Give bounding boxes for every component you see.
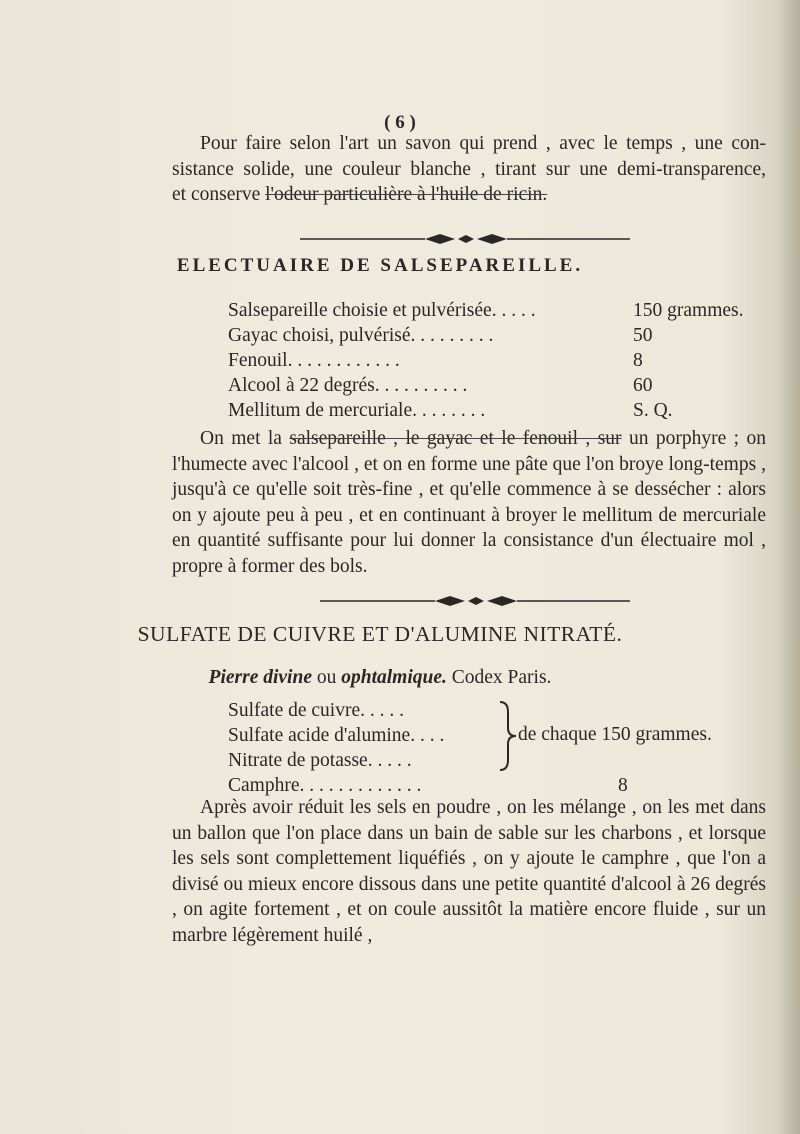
leader-dots: . . . .: [496, 300, 536, 321]
leader-dots: . . . . . . . .: [415, 325, 494, 346]
sulfate-method-paragraph: Après avoir réduit les sels en poudre , on les mélange , on les met dans un ballon que l'on place dans un bain de sable sur les charbons , et lorsque les sels sont complettement liquéfiés , on y ajoute le camphre , que l'on a divisé ou mieux encore dissous dans une petite quantité d'alcool à 26 degrés , on agite fortement , et on coule aussitôt la matière encore fluide , sur un marbre légèrement huilé ,: [172, 797, 766, 946]
ingredient-quantity: 150 grammes.: [633, 300, 744, 321]
section-title-electuaire: ELECTUAIRE DE SALSEPAREILLE.: [176, 255, 584, 276]
page-number: ( 6 ): [384, 112, 416, 133]
ingredient-name: Sulfate de cuivre. . . . .: [228, 700, 404, 721]
ingredient-quantity: 50: [633, 325, 653, 346]
ingredient-name: Salsepareille choisie et pulvérisée.: [228, 300, 497, 321]
curly-brace: [494, 700, 520, 772]
intro-line-last: [172, 182, 766, 208]
intro-line: Pour faire selon l'art un savon qui prend , avec le temps , une con-: [200, 133, 766, 154]
ingredient-quantity: S. Q.: [633, 400, 673, 421]
electuaire-ingredient-list: [228, 300, 768, 425]
subtitle-italic: ophtalmique.: [341, 667, 447, 688]
ingredient-quantity: 8: [618, 775, 628, 796]
ingredient-name: Fenouil.: [228, 350, 293, 371]
ornament-divider-2: [320, 594, 630, 608]
ingredient-name: Alcool à 22 degrés.: [228, 375, 380, 396]
method-text: un porphyre ; on l'humecte avec l'alcool , et on en forme une pâte que l'on broye long-temps , jusqu'à ce qu'elle soit très-fine , et qu'elle commence à se dessécher : alors on y ajoute peu à peu , et en continuant à broyer le mellitum de mercuriale en quantité suffisante pour lui donner la consistance d'un électuaire mol , propre à former des bols.: [172, 428, 766, 577]
intro-paragraph: [172, 131, 766, 208]
subtitle-connector: ou: [311, 667, 342, 688]
subtitle-pierre-divine: [0, 667, 760, 689]
leader-dots: . . . . . . . . . . .: [292, 350, 400, 371]
method-lead: On met la: [200, 428, 290, 449]
ingredient-row: [228, 375, 768, 400]
leader-dots: . . . . . . .: [416, 400, 486, 421]
subtitle-italic: Pierre divine: [208, 667, 312, 688]
struck-text: l'odeur particulière à l'huile de ricin.: [265, 184, 548, 205]
leader-dots: . . . . . . . . .: [379, 375, 468, 396]
intro-line-text: et conserve: [172, 184, 266, 205]
ingredient-name: Camphre. . . . . . . . . . . . .: [228, 775, 422, 796]
ingredient-name: Nitrate de potasse. . . . .: [228, 750, 412, 771]
struck-text: salsepareille , le gayac et le fenouil , sur: [289, 428, 622, 449]
ingredient-name: Gayac choisi, pulvérisé.: [228, 325, 416, 346]
ingredient-quantity: 8: [633, 350, 643, 371]
ingredient-row: [228, 400, 768, 425]
electuaire-method-paragraph: [172, 426, 766, 579]
ingredient-row: [228, 350, 768, 375]
section-title-sulfate: SULFATE DE CUIVRE ET D'ALUMINE NITRATÉ.: [137, 622, 623, 646]
ingredient-row: [228, 325, 768, 350]
brace-quantity-label: de chaque 150 grammes.: [518, 724, 712, 745]
subtitle-source: Codex Paris.: [446, 667, 552, 688]
ingredient-row: [228, 300, 768, 325]
ingredient-name: Mellitum de mercuriale.: [228, 400, 417, 421]
ingredient-quantity: 60: [633, 375, 653, 396]
ingredient-name: Sulfate acide d'alumine. . . .: [228, 725, 445, 746]
ornament-divider-1: [300, 232, 630, 246]
intro-line: sistance solide, une couleur blanche , tirant sur une demi-transparence,: [172, 158, 766, 180]
